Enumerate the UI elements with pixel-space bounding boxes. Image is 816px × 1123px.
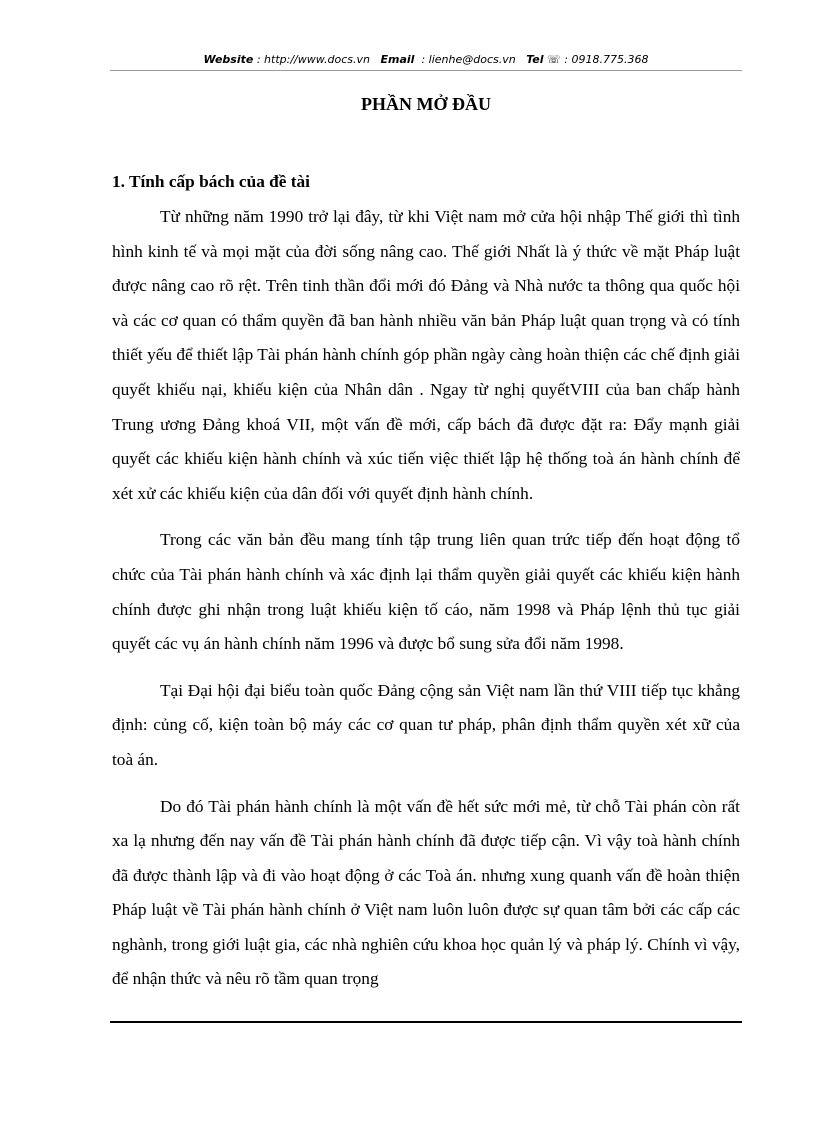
- paragraph-1: Từ những năm 1990 trở lại đây, từ khi Việt nam mở cửa hội nhập Thế giới thì tình hình kinh tế và mọi mặt của đời sống nâng cao. Thế giới Nhất là ý thức về mặt Pháp luật được nâng cao rõ rệt. Trên tinh thần đổi mới đó Đảng và Nhà nước ta thông qua quốc hội và các cơ quan có thẩm quyền đã ban hành nhiều văn bản Pháp luật quan trọng và có tính thiết yếu để thiết lập Tài phán hành chính góp phần ngày càng hoàn thiện các chế định giải quyết khiếu nại, khiếu kiện của Nhân dân . Ngay từ nghị quyếtVIII của ban chấp hành Trung ương Đảng khoá VII, một vấn đề mới, cấp bách đã được đặt ra: Đẩy mạnh giải quyết các khiếu kiện hành chính và xúc tiến việc thiết lập hệ thống toà án hành chính để xét xử các khiếu kiện của dân đối với quyết định hành chính.: [112, 207, 740, 503]
- email-link[interactable]: : lienhe@docs.vn: [421, 53, 516, 66]
- footer-divider: [110, 1021, 742, 1023]
- document-body: [112, 86, 740, 1009]
- header-divider: [110, 70, 742, 71]
- email-label: Email: [380, 53, 415, 66]
- paragraph-4: Do đó Tài phán hành chính là một vấn đề hết sức mới mẻ, từ chỗ Tài phán còn rất xa lạ nhưng đến nay vấn đề Tài phán hành chính đã được tiếp cận. Vì vậy toà hành chính đã được thành lập và đi vào hoạt động ở các Toà án. nhưng xung quanh vấn đề hoàn thiện Pháp luật về Tài phán hành chính ở Việt nam luôn luôn được sự quan tâm bởi các cấp các nghành, trong giới luật gia, các nhà nghiên cứu khoa học quản lý và pháp lý. Chính vì vậy, để nhận thức và nêu rõ tầm quan trọng: [112, 796, 740, 989]
- paragraph-3: Tại Đại hội đại biểu toàn quốc Đảng cộng sản Việt nam lần thứ VIII tiếp tục khẳng định: củng cố, kiện toàn bộ máy các cơ quan tư pháp, phân định thẩm quyền xét xữ của toà án.: [112, 680, 740, 769]
- website-label: Website: [203, 53, 254, 66]
- website-link[interactable]: : http://www.docs.vn: [256, 53, 370, 66]
- section-heading: 1. Tính cấp bách của đề tài: [112, 172, 310, 191]
- tel-value: : 0918.775.368: [564, 53, 649, 66]
- phone-icon: ☏: [547, 53, 561, 66]
- tel-label: Tel: [526, 53, 544, 66]
- paragraph-2: Trong các văn bản đều mang tính tập trung liên quan trức tiếp đến hoạt động tổ chức của Tài phán hành chính và xác định lại thẩm quyền giải quyết các khiếu kiện hành chính được ghi nhận trong luật khiếu kiện tố cáo, năm 1998 và Pháp lệnh thủ tục giải quyết các vụ án hành chính năm 1996 và được bổ sung sửa đổi năm 1998.: [112, 530, 740, 654]
- page-title: PHẦN MỞ ĐẦU: [361, 94, 491, 114]
- page-header: [110, 52, 742, 68]
